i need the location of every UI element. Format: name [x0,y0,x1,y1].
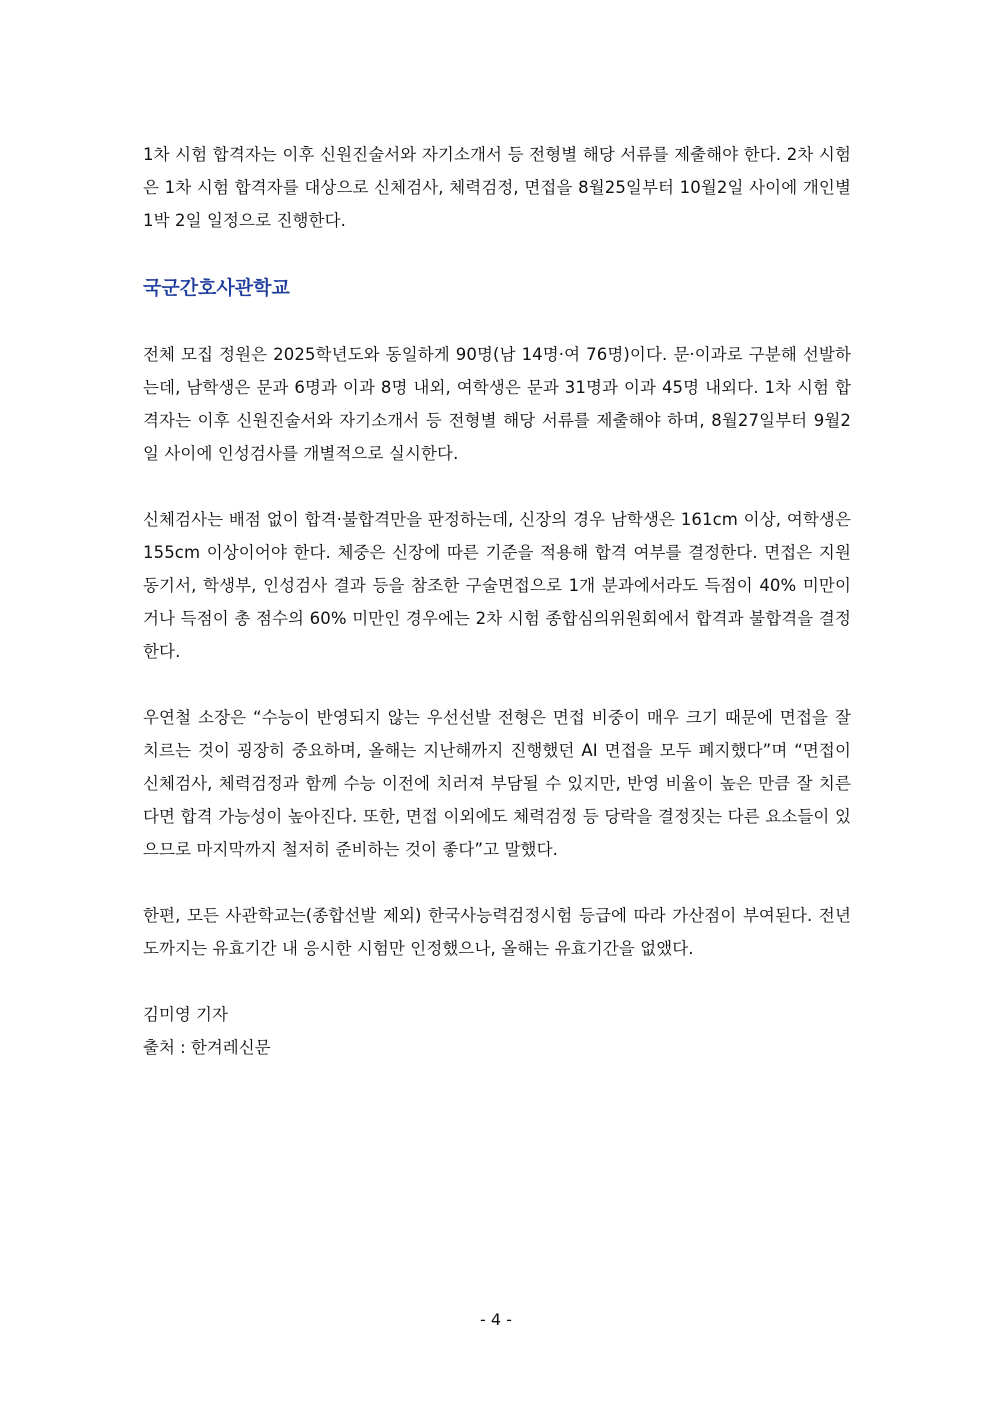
paragraph-second-exam: 1차 시험 합격자는 이후 신원진술서와 자기소개서 등 전형별 해당 서류를 제출해야 한다. 2차 시험은 1차 시험 합격자를 대상으로 신체검사, 체력검정, 면접을 8월25일부터 10월2일 사이에 개인별 1박 2일 일정으로 진행한다. [143,145,851,230]
section-heading: 국군간호사관학교 [143,277,290,299]
paragraph-gap [143,965,851,998]
paragraph-gap [143,237,851,270]
paragraph-physical-exam: 신체검사는 배점 없이 합격·불합격만을 판정하는데, 신장의 경우 남학생은 161cm 이상, 여학생은 155cm 이상이어야 한다. 체중은 신장에 따른 기준을 적용해 합격 여부를 결정한다. 면접은 지원동기서, 학생부, 인성검사 결과 등을 참조한 구술면접으로 1개 분과에서라도 득점이 40% 미만이거나 득점이 총 점수의 60% 미만인 경우에는 2차 시험 종합심의위원회에서 합격과 불합격을 결정한다. [143,510,851,661]
reporter-name: 김미영 기자 [143,1005,228,1024]
paragraph-gap [143,305,851,338]
paragraph-quote: 우연철 소장은 “수능이 반영되지 않는 우선선발 전형은 면접 비중이 매우 크기 때문에 면접을 잘 치르는 것이 굉장히 중요하며, 올해는 지난해까지 진행했던 AI 면접을 모두 폐지했다”며 “면접이 신체검사, 체력검정과 함께 수능 이전에 치러져 부담될 수 있지만, 반영 비율이 높은 만큼 잘 치른다면 합격 가능성이 높아진다. 또한, 면접 이외에도 체력검정 등 당락을 결정짓는 다른 요소들이 있으므로 마지막까지 철저히 준비하는 것이 좋다”고 말했다. [143,708,851,859]
page-number: - 4 - [480,1310,512,1329]
article-source: 출처 : 한겨레신문 [143,1038,271,1057]
article-body [143,138,851,1064]
paragraph-recruitment: 전체 모집 정원은 2025학년도와 동일하게 90명(남 14명·여 76명)이다. 문·이과로 구분해 선발하는데, 남학생은 문과 6명과 이과 8명 내외, 여학생은 문과 31명과 이과 45명 내외다. 1차 시험 합격자는 이후 신원진술서와 자기소개서 등 전형별 해당 서류를 제출해야 하며, 8월27일부터 9월2일 사이에 인성검사를 개별적으로 실시한다. [143,345,851,463]
paragraph-gap [143,866,851,899]
paragraph-gap [143,668,851,701]
paragraph-history-exam: 한편, 모든 사관학교는(종합선발 제외) 한국사능력검정시험 등급에 따라 가산점이 부여된다. 전년도까지는 유효기간 내 응시한 시험만 인정했으나, 올해는 유효기간을 없앴다. [143,906,851,958]
paragraph-gap [143,470,851,503]
